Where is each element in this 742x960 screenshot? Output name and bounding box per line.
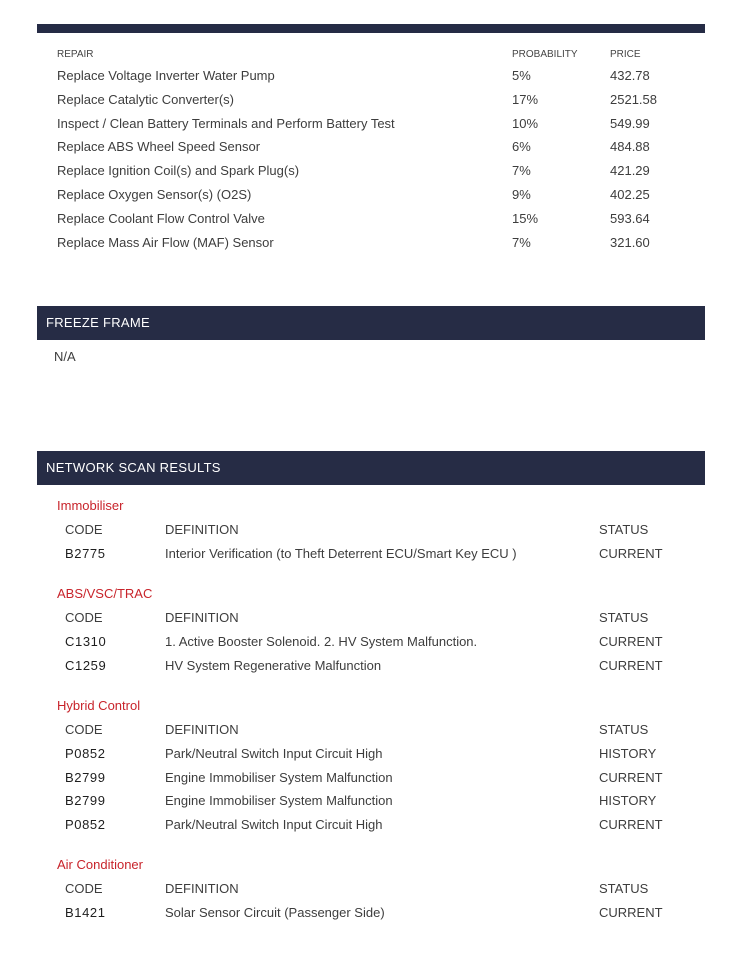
dtc-definition: Engine Immobiliser System Malfunction	[165, 769, 393, 785]
network-scan-title: NETWORK SCAN RESULTS	[46, 460, 221, 475]
repair-row	[57, 231, 697, 255]
dtc-status: HISTORY	[599, 745, 657, 761]
dtc-definition: Park/Neutral Switch Input Circuit High	[165, 745, 383, 761]
repair-probability: 9%	[512, 186, 531, 202]
code-row	[57, 542, 697, 566]
code-table-header	[57, 606, 697, 630]
repair-table-header	[57, 46, 697, 64]
header-code: CODE	[65, 881, 103, 896]
dtc-code: P0852	[65, 745, 106, 761]
dtc-status: CURRENT	[599, 545, 663, 561]
repair-name: Replace Mass Air Flow (MAF) Sensor	[57, 234, 274, 250]
repair-price: 484.88	[610, 139, 650, 155]
header-repair: REPAIR	[57, 49, 94, 60]
repair-row	[57, 207, 697, 231]
group-title: Immobiliser	[57, 498, 124, 513]
scan-group-air-conditioner	[57, 853, 697, 925]
repair-probability: 10%	[512, 115, 539, 131]
repair-probability: 15%	[512, 210, 539, 226]
code-row	[57, 654, 697, 678]
dtc-code: C1259	[65, 657, 107, 673]
code-table-header	[57, 877, 697, 901]
code-row	[57, 789, 697, 813]
header-price: PRICE	[610, 49, 641, 60]
dtc-status: CURRENT	[599, 657, 663, 673]
repair-price: 421.29	[610, 163, 650, 179]
repair-name: Replace Oxygen Sensor(s) (O2S)	[57, 186, 252, 202]
dtc-status: CURRENT	[599, 817, 663, 833]
header-definition: DEFINITION	[165, 610, 239, 625]
repair-probability: 5%	[512, 68, 531, 83]
dtc-code: B1421	[65, 904, 106, 920]
group-title: Air Conditioner	[57, 857, 143, 872]
dtc-code: B2799	[65, 793, 106, 809]
repair-price: 321.60	[610, 234, 650, 250]
repair-row	[57, 64, 697, 88]
header-status: STATUS	[599, 610, 649, 625]
repair-row	[57, 135, 697, 159]
repair-name: Replace Coolant Flow Control Valve	[57, 210, 265, 226]
dtc-status: CURRENT	[599, 769, 663, 785]
dtc-definition: HV System Regenerative Malfunction	[165, 657, 382, 673]
code-row	[57, 901, 697, 925]
header-definition: DEFINITION	[165, 881, 239, 896]
dtc-definition: 1. Active Booster Solenoid. 2. HV System Malfunction.	[165, 633, 478, 649]
header-status: STATUS	[599, 722, 649, 737]
repair-price: 549.99	[610, 115, 650, 131]
repair-price: 432.78	[610, 68, 650, 83]
scan-group-immobiliser	[57, 494, 697, 566]
group-title: ABS/VSC/TRAC	[57, 586, 153, 601]
code-row	[57, 813, 697, 837]
header-probability: PROBABILITY	[512, 49, 578, 60]
repair-table	[57, 46, 697, 254]
code-row	[57, 630, 697, 654]
top-divider-bar	[37, 24, 705, 33]
repair-row	[57, 88, 697, 112]
header-code: CODE	[65, 610, 103, 625]
dtc-definition: Solar Sensor Circuit (Passenger Side)	[165, 904, 385, 920]
header-status: STATUS	[599, 522, 649, 537]
repair-row	[57, 183, 697, 207]
repair-name: Replace Catalytic Converter(s)	[57, 91, 235, 107]
freeze-frame-title: FREEZE FRAME	[46, 315, 150, 330]
code-row	[57, 766, 697, 790]
scan-group-hybrid-control	[57, 694, 697, 837]
code-row	[57, 742, 697, 766]
repair-probability: 7%	[512, 234, 531, 250]
repair-price: 402.25	[610, 186, 650, 202]
dtc-definition: Park/Neutral Switch Input Circuit High	[165, 817, 383, 833]
freeze-frame-value: N/A	[54, 349, 76, 364]
dtc-code: C1310	[65, 633, 107, 649]
dtc-definition: Engine Immobiliser System Malfunction	[165, 793, 393, 809]
header-definition: DEFINITION	[165, 522, 239, 537]
repair-name: Replace ABS Wheel Speed Sensor	[57, 139, 261, 155]
dtc-definition: Interior Verification (to Theft Deterrent ECU/Smart Key ECU )	[165, 545, 517, 561]
code-table-header	[57, 518, 697, 542]
repair-row	[57, 159, 697, 183]
freeze-frame-header	[37, 306, 705, 340]
repair-price: 593.64	[610, 210, 650, 226]
scan-group-abs-vsc-trac	[57, 582, 697, 677]
repair-probability: 17%	[512, 91, 539, 107]
header-status: STATUS	[599, 881, 649, 896]
header-code: CODE	[65, 722, 103, 737]
repair-name: Replace Voltage Inverter Water Pump	[57, 68, 275, 83]
dtc-code: B2775	[65, 545, 106, 561]
repair-probability: 6%	[512, 139, 531, 155]
repair-price: 2521.58	[610, 91, 657, 107]
dtc-status: CURRENT	[599, 904, 663, 920]
repair-name: Replace Ignition Coil(s) and Spark Plug(s)	[57, 163, 300, 179]
repair-row	[57, 112, 697, 136]
dtc-code: P0852	[65, 817, 106, 833]
header-code: CODE	[65, 522, 103, 537]
header-definition: DEFINITION	[165, 722, 239, 737]
dtc-status: CURRENT	[599, 633, 663, 649]
dtc-status: HISTORY	[599, 793, 657, 809]
repair-probability: 7%	[512, 163, 531, 179]
repair-name: Inspect / Clean Battery Terminals and Perform Battery Test	[57, 115, 395, 131]
code-table-header	[57, 718, 697, 742]
group-title: Hybrid Control	[57, 698, 141, 713]
dtc-code: B2799	[65, 769, 106, 785]
network-scan-header	[37, 451, 705, 485]
